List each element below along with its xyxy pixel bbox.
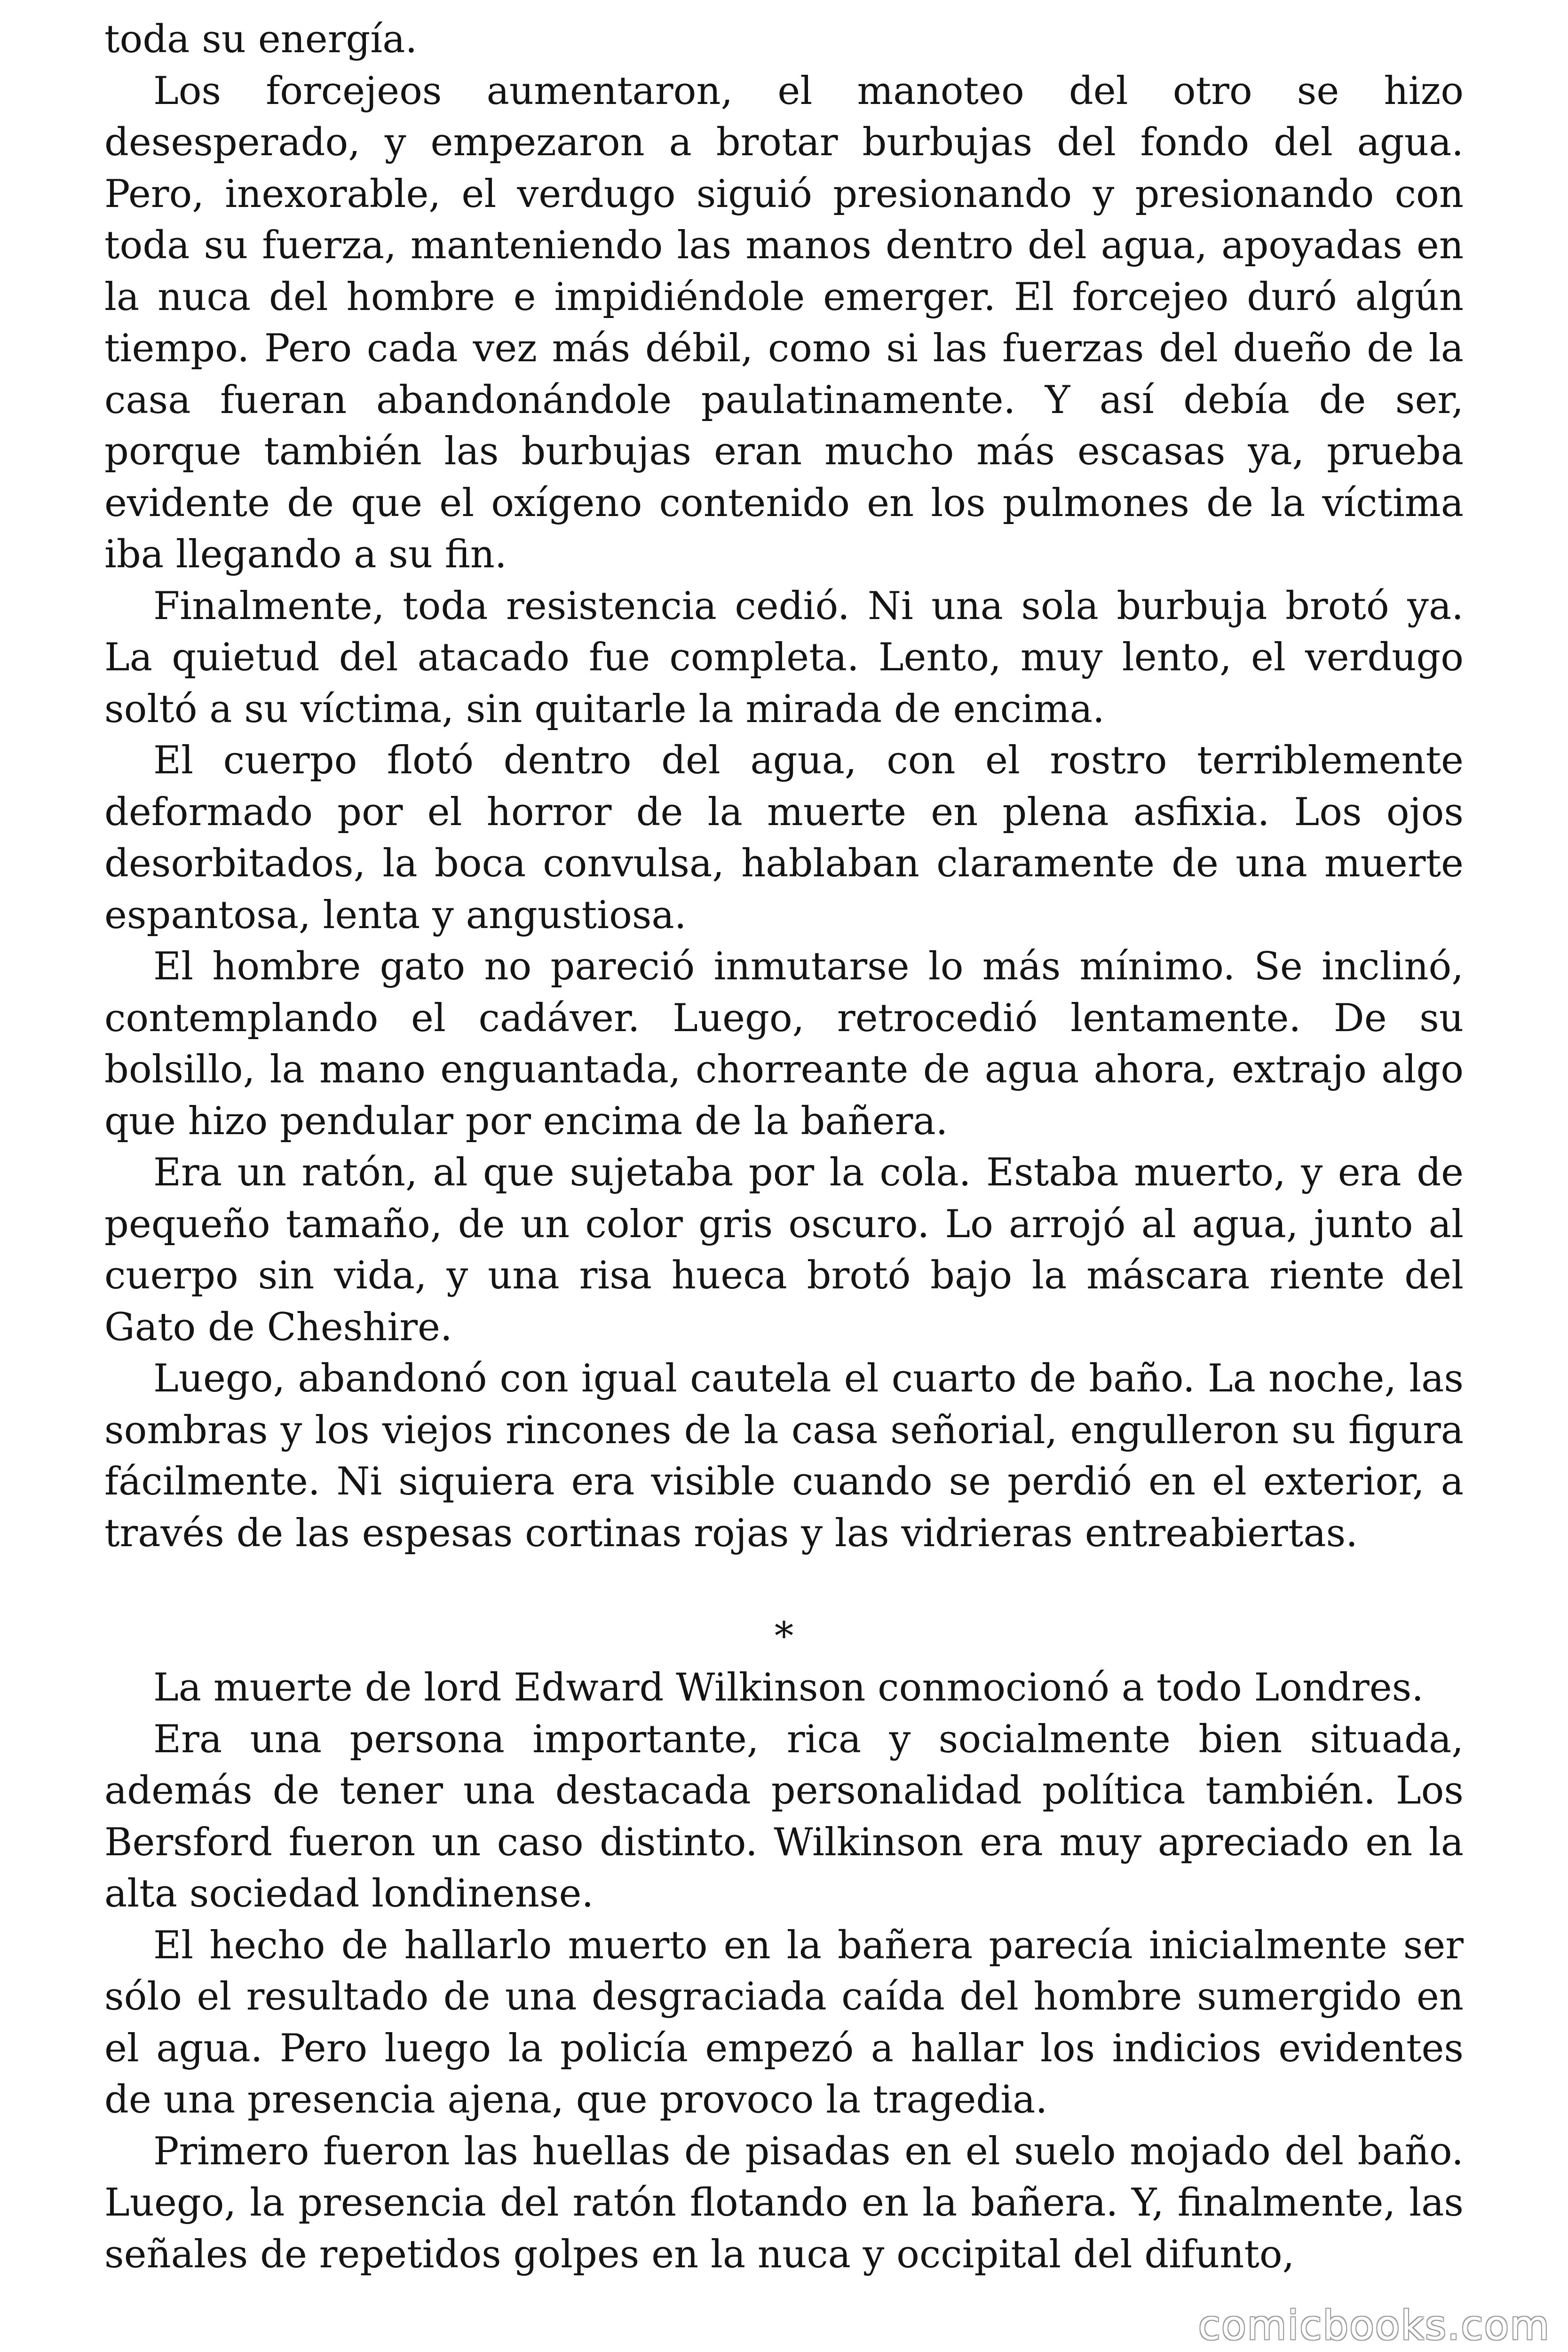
book-page	[104, 14, 1464, 2319]
paragraph: Los forcejeos aumentaron, el manoteo del otro se hizo desesperado, y empezaron a brotar burbujas del fondo del agua. Pero, inexorable, el verdugo siguió presionando y presionando con toda su fuerza, manteniendo las manos dentro del agua, apoyadas en la nuca del hombre e impidiéndole emerger. El forcejeo duró algún tiempo. Pero cada vez más débil, como si las fuerzas del dueño de la casa fueran abandonándole paulatinamente. Y así debía de ser, porque también las burbujas eran mucho más escasas ya, prueba evidente de que el oxígeno contenido en los pulmones de la víctima iba llegando a su fin.	[104, 69, 1464, 577]
paragraph: Luego, abandonó con igual cautela el cuarto de baño. La noche, las sombras y los viejos rincones de la casa señorial, engulleron su figura fácilmente. Ni siquiera era visible cuando se perdió en el exterior, a través de las espesas cortinas rojas y las vidrieras entreabiertas.	[104, 1357, 1464, 1556]
paragraph: La muerte de lord Edward Wilkinson conmocionó a todo Londres.	[153, 1666, 1424, 1710]
scene-break	[104, 1559, 1464, 1662]
paragraph: El cuerpo flotó dentro del agua, con el rostro terriblemente deformado por el horror de la muerte en plena asfixia. Los ojos desorbitados, la boca convulsa, hablaban claramente de una muerte espantosa, lenta y angustiosa.	[104, 739, 1464, 938]
paragraph: Finalmente, toda resistencia cedió. Ni una sola burbuja brotó ya. La quietud del atacado fue completa. Lento, muy lento, el verdugo soltó a su víctima, sin quitarle la mirada de encima.	[104, 584, 1464, 731]
paragraph: Era una persona importante, rica y socialmente bien situada, además de tener una destacada personalidad política también. Los Bersford fueron un caso distinto. Wilkinson era muy apreciado en la alta sociedad londinense.	[104, 1717, 1464, 1916]
scene-break-asterisk: *	[774, 1614, 794, 1659]
paragraph: El hecho de hallarlo muerto en la bañera parecía inicialmente ser sólo el resultado de una desgraciada caída del hombre sumergido en el agua. Pero luego la policía empezó a hallar los indicios evidentes de una presencia ajena, que provoco la tragedia.	[104, 1923, 1464, 2122]
paragraph: El hombre gato no pareció inmutarse lo más mínimo. Se inclinó, contemplando el cadáver. Luego, retrocedió lentamente. De su bolsillo, la mano enguantada, chorreante de agua ahora, extrajo algo que hizo pendular por encima de la bañera.	[104, 945, 1464, 1144]
paragraph-continuation: toda su energía.	[104, 17, 418, 62]
paragraph: Primero fueron las huellas de pisadas en el suelo mojado del baño. Luego, la presencia del ratón flotando en la bañera. Y, finalmente, las señales de repetidos golpes en la nuca y occipital del difunto,	[104, 2129, 1464, 2277]
watermark: comicbooks.com	[1198, 2302, 1550, 2349]
paragraph: Era un ratón, al que sujetaba por la cola. Estaba muerto, y era de pequeño tamaño, de un color gris oscuro. Lo arrojó al agua, junto al cuerpo sin vida, y una risa hueca brotó bajo la máscara riente del Gato de Cheshire.	[104, 1151, 1464, 1350]
